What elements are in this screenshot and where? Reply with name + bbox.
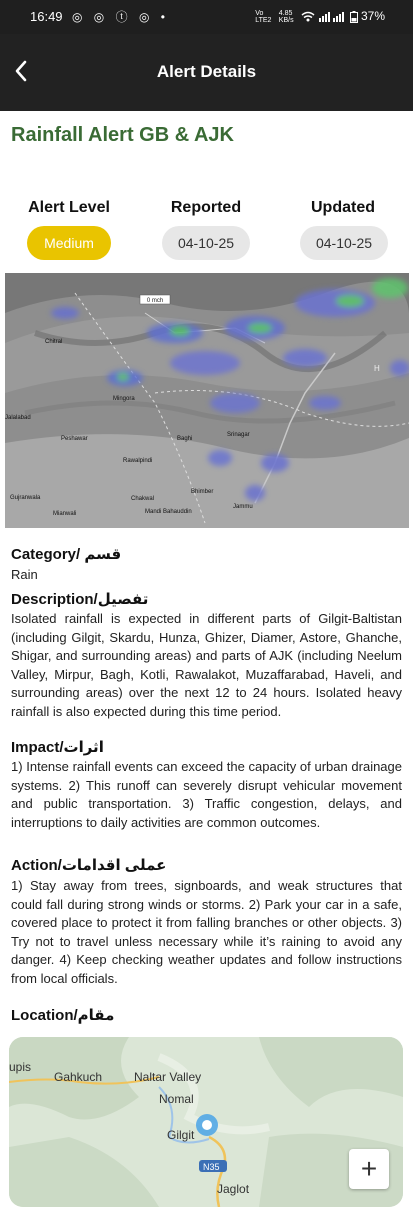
- alert-level-label: Alert Level: [28, 199, 110, 216]
- zoom-in-button[interactable]: +: [349, 1149, 389, 1189]
- map-label: upis: [9, 1060, 32, 1074]
- battery-icon: [350, 9, 361, 23]
- radar-scale: 0 mch: [146, 298, 164, 304]
- updated-date: 04-10-25: [300, 226, 388, 260]
- radar-label: Baghi: [177, 436, 193, 442]
- wifi-icon: [301, 9, 318, 23]
- radar-label: Mianwali: [53, 511, 77, 517]
- status-right: [255, 9, 385, 24]
- radar-label: H: [374, 364, 380, 373]
- notification-icons: ◎ ◎ ⓣ ◎ •: [72, 10, 169, 24]
- category-heading: Category/ قسم: [11, 546, 122, 563]
- radar-label: Gujranwala: [10, 495, 41, 501]
- battery-level: 37%: [360, 9, 385, 23]
- radar-map-image: [5, 273, 409, 528]
- radar-label: Chakwal: [131, 496, 155, 502]
- category-text: Rain: [11, 567, 38, 582]
- radar-label: Peshawar: [61, 436, 88, 442]
- radar-label: Bhimber: [191, 489, 214, 495]
- alert-title: Rainfall Alert GB & AJK: [11, 124, 234, 146]
- status-bar: [0, 0, 413, 34]
- map-label: Naltar Valley: [134, 1070, 202, 1084]
- alert-level-badge: Medium: [27, 226, 111, 260]
- radar-label: Mingora: [113, 396, 135, 402]
- status-time: 16:49: [30, 9, 63, 24]
- location-map[interactable]: [9, 1037, 403, 1207]
- action-heading: Action/عملی اقدامات: [11, 857, 167, 874]
- map-road-label: N35: [203, 1162, 220, 1172]
- description-text: Isolated rainfall is expected in different parts of Gilgit-Baltistan (including Gilgit, Skardu, Hunza, Ghizer, Diamer, Astore, Ghanche, Shigar, and surrounding areas) and parts of AJK (including Neelum Valley, Mirpur, Bagh, Kotli, Rawalakot, Muzaffarabad, Haveli, and surrounding areas) over the next 12 to 24 hours. Isolated heavy rainfall is also expected during this time period.: [11, 611, 402, 719]
- map-label: Nomal: [159, 1092, 194, 1106]
- reported-date: 04-10-25: [162, 226, 250, 260]
- updated-label: Updated: [311, 199, 375, 216]
- network-type: Vo LTE2: [255, 9, 272, 24]
- description-heading: Description/تفصیل: [11, 591, 149, 608]
- map-label: Jaglot: [217, 1182, 250, 1196]
- action-text: 1) Stay away from trees, signboards, and weak structures that could fall during strong winds or storms. 2) Park your car in a safe, covered place to protect it from falling branches or other objects. 3) Try not to travel unless necessary while it’s raining to avoid any danger. 4) Keep checking weather updates and follow instructions from local officials.: [11, 878, 402, 986]
- page-title: Alert Details: [156, 62, 257, 81]
- map-label: Gahkuch: [54, 1070, 103, 1084]
- radar-label: Srinagar: [227, 432, 250, 438]
- signal-icon: [318, 9, 349, 23]
- radar-label: Jammu: [233, 504, 253, 510]
- radar-label: Jalalabad: [5, 415, 31, 421]
- radar-label: Chitral: [45, 339, 63, 345]
- impact-heading: Impact/اثرات: [11, 739, 104, 756]
- radar-label: Rawalpindi: [123, 458, 153, 464]
- radar-label: Mandi Bahauddin: [145, 509, 192, 515]
- map-label: Gilgit: [167, 1128, 195, 1142]
- reported-label: Reported: [170, 199, 242, 216]
- impact-text: 1) Intense rainfall events can exceed the capacity of urban drainage systems. 2) This runoff can severely disrupt vehicular movement and public transportation. 3) Traffic congestion, delays, and interruptions to daily activities are common outcomes.: [11, 759, 402, 830]
- app-bar: [0, 34, 413, 111]
- network-speed: 4.85 KB/s: [278, 9, 294, 24]
- location-heading: Location/مقام: [11, 1007, 115, 1024]
